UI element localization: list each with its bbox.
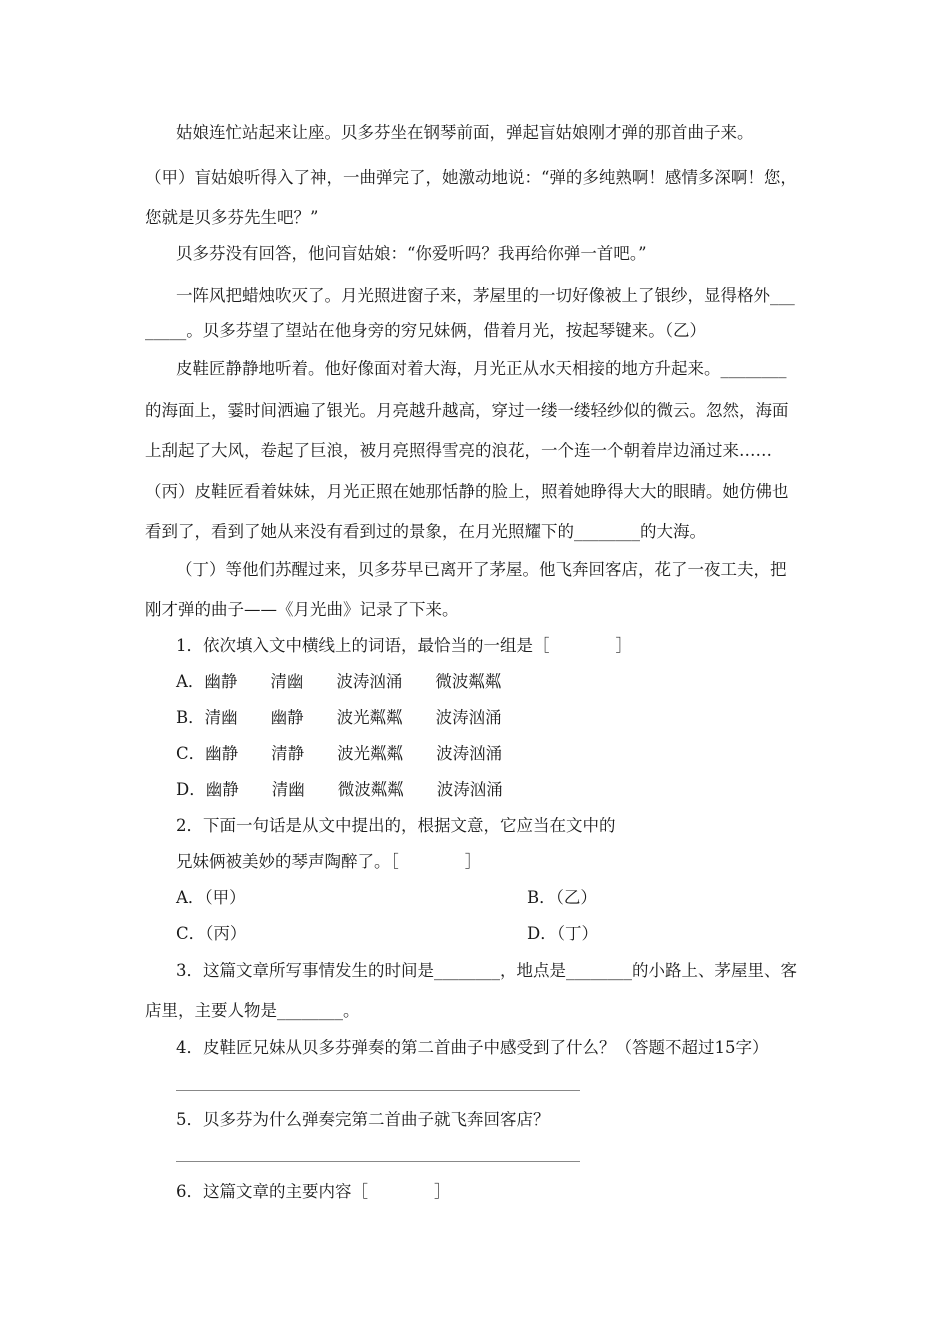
passage-line: 皮鞋匠静静地听着。他好像面对着大海，月光正从水天相接的地方升起来。________ bbox=[176, 359, 787, 378]
question-1-stem: 1．依次填入文中横线上的词语，最恰当的一组是［ ］ bbox=[176, 636, 632, 655]
passage-line: 看到了，看到了她从来没有看到过的景象，在月光照耀下的________的大海。 bbox=[145, 522, 706, 541]
question-2-option-d: D．（丁） bbox=[527, 924, 598, 943]
passage-line: （丙）皮鞋匠看着妹妹，月光正照在她那恬静的脸上，照着她睁得大大的眼睛。她仿佛也 bbox=[145, 482, 789, 501]
question-2-option-a: A．（甲） bbox=[176, 888, 246, 907]
question-2-stem: 2．下面一句话是从文中提出的，根据文意，它应当在文中的 bbox=[176, 816, 616, 835]
question-4-stem: 4．皮鞋匠兄妹从贝多芬弹奏的第二首曲子中感受到了什么？（答题不超过15字） bbox=[176, 1038, 769, 1057]
question-1-option-b: B．清幽 幽静 波光粼粼 波涛汹涌 bbox=[176, 708, 502, 727]
passage-line: （丁）等他们苏醒过来，贝多芬早已离开了茅屋。他飞奔回客店，花了一夜工夫，把 bbox=[176, 560, 787, 579]
passage-line: 的海面上，霎时间洒遍了银光。月亮越升越高，穿过一缕一缕轻纱似的微云。忽然，海面 bbox=[145, 401, 789, 420]
question-1-option-c: C．幽静 清静 波光粼粼 波涛汹涌 bbox=[176, 744, 503, 763]
passage-line: 您就是贝多芬先生吧？” bbox=[145, 208, 319, 227]
question-1-option-a: A．幽静 清幽 波涛汹涌 微波粼粼 bbox=[176, 672, 502, 691]
question-2-option-c: C．（丙） bbox=[176, 924, 247, 943]
question-2-option-b: B．（乙） bbox=[527, 888, 597, 907]
answer-line bbox=[176, 1090, 580, 1091]
question-6-stem: 6．这篇文章的主要内容［ ］ bbox=[176, 1182, 451, 1201]
passage-line: 贝多芬没有回答，他问盲姑娘：“你爱听吗？我再给你弹一首吧。” bbox=[176, 244, 647, 263]
passage-line: （甲）盲姑娘听得入了神，一曲弹完了，她激动地说：“弹的多纯熟啊！感情多深啊！您， bbox=[145, 168, 797, 187]
passage-line: _____。贝多芬望了望站在他身旁的穷兄妹俩，借着月光，按起琴键来。（乙） bbox=[145, 321, 706, 340]
question-2-sentence: 兄妹俩被美妙的琴声陶醉了。［ ］ bbox=[176, 852, 482, 871]
question-1-option-d: D．幽静 清幽 微波粼粼 波涛汹涌 bbox=[176, 780, 503, 799]
passage-line: 上刮起了大风，卷起了巨浪，被月亮照得雪亮的浪花，一个连一个朝着岸边涌过来…… bbox=[145, 441, 772, 460]
question-3-line: 3．这篇文章所写事情发生的时间是________，地点是________的小路上、茅屋里、客 bbox=[176, 961, 797, 980]
passage-line: 姑娘连忙站起来让座。贝多芬坐在钢琴前面，弹起盲姑娘刚才弹的那首曲子来。 bbox=[176, 123, 754, 142]
answer-line bbox=[176, 1161, 580, 1162]
passage-line: 刚才弹的曲子——《月光曲》记录了下来。 bbox=[145, 600, 459, 619]
passage-line: 一阵风把蜡烛吹灭了。月光照进窗子来，茅屋里的一切好像被上了银纱，显得格外___ bbox=[176, 286, 795, 305]
question-3-line: 店里，主要人物是________。 bbox=[145, 1001, 360, 1020]
question-5-stem: 5．贝多芬为什么弹奏完第二首曲子就飞奔回客店？ bbox=[176, 1110, 550, 1129]
